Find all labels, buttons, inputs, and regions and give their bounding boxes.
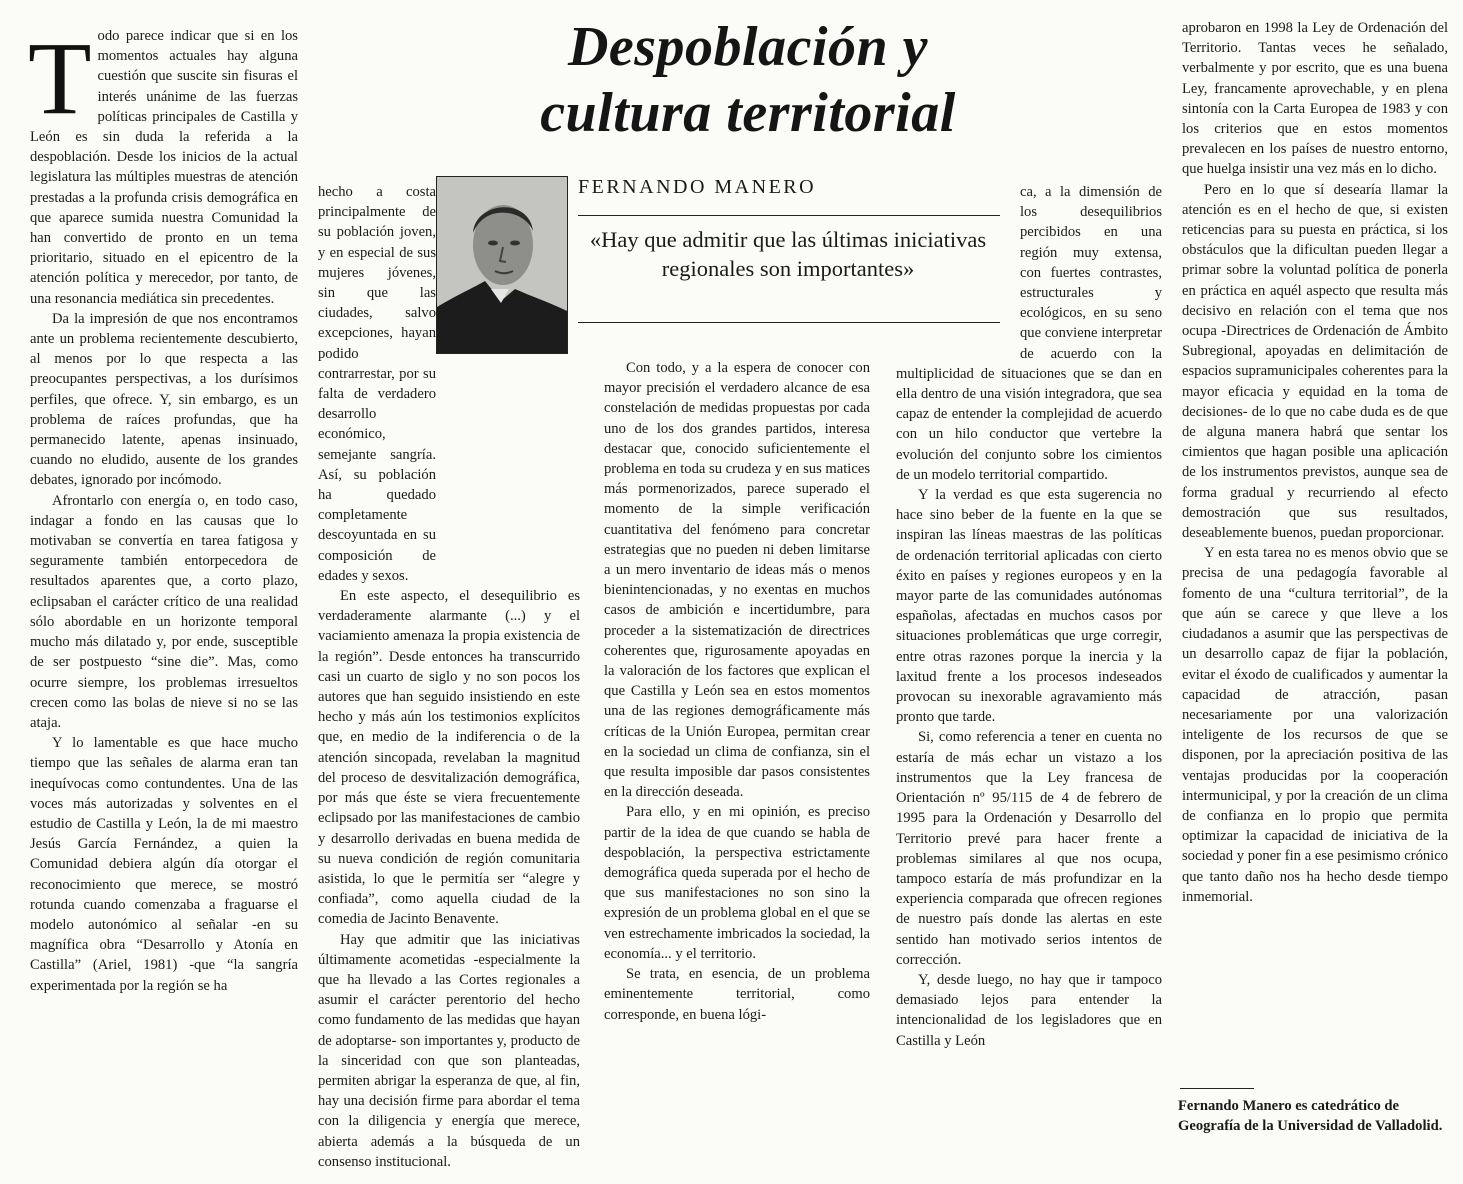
paragraph: Si, como referencia a tener en cuenta no estaría de más echar un vistazo a los instrumentos que la Ley francesa de Orientación nº 95/115 de 4 de febrero de 1995 para la Ordenación y Desarrollo del Territorio prevé para hacer frente a problemas similares al que nos ocupa, tampoco estaría de más profundizar en la experiencia comparada que ofrecen regiones de nuestro país donde las alertas en este sentido han motivado serios intentos de corrección. [896,729,1162,968]
paragraph: Y en esta tarea no es menos obvio que se precisa de una pedagogía favorable al fomento de una “cultura territorial”, de la que aún se carece y que lleve a los ciudadanos a asumir que las perspectivas de un desarrollo capaz de fijar la población, evitar el éxodo de cualificados y aumentar la capacidad de atracción, pasan necesariamente por una valorización inteligente de los recursos de que se disponen, por la apreciación positiva de las ventajas producidas por la cooperación intermunicipal, y por la creación de un clima de confianza en lo propio que permita optimizar la capacidad de iniciativa de la sociedad y poner fin a ese pesimismo crónico que tanto daño nos ha hecho desde tiempo inmemorial. [1182,545,1448,905]
paragraph: Se trata, en esencia, de un problema eminentemente territorial, como corresponde, en buena lógi- [604,966,870,1023]
paragraph: ca, a la dimensión de los desequilibrios percibidos en una región muy extensa, con fuertes contrastes, estructurales y ecológicos, en su seno que conviene interpretar de acuerdo con la multiplicidad de situaciones que se dan en ella dentro de una visión integradora, que sea capaz de entender la complejidad de acuerdo con un hilo conductor que vertebre la evolución del conjunto sobre los cimientos de un modelo territorial compartido. [896,184,1162,483]
paragraph: Y lo lamentable es que hace mucho tiempo que las señales de alarma eran tan inequívocas como contundentes. Una de las voces más autorizadas y solventes en el estudio de Castilla y León, la de mi maestro Jesús García Fernández, a quien la Comunidad debiera algún día otorgar el reconocimiento que merece, se mostró rotunda cuando comenzaba a fraguarse el modelo autonómico al señalar -en su magnífica obra “Desarrollo y Atonía en Castilla” (Ariel, 1981) -que “la sangría experimentada por la región se ha [30,735,298,994]
paragraph: Hay que admitir que las iniciativas últimamente acometidas -especialmente la que ha llevado a las Cortes regionales a asumir el carácter perentorio del hecho como fundamento de las medidas que hayan de adoptarse- son importantes y, producto de la sinceridad con que son planteadas, permiten abrigar la esperanza de que, al fin, hay una decisión firme para abordar el tema con la diligencia y energía que merece, abierta además a la búsqueda de un consenso institucional. [318,931,580,1170]
paragraph: Y, desde luego, no hay que ir tampoco demasiado lejos para entender la intencionalidad de los legisladores que en Castilla y León [896,971,1162,1049]
paragraph: Da la impresión de que nos encontramos ante un problema recientemente descubierto, al menos por lo que respecta a las preocupantes perspectivas, a los durísimos perfiles, que ofrece. Y, sin embargo, es un problema de raíces profundas, que ha permanecido latente, apenas insinuado, cuando no eludido, ausente de los grandes debates, ignorado por incómodo. [30,310,298,489]
author-bio: Fernando Manero es catedrático de Geografía de la Universidad de Valladolid. [1178,1098,1443,1135]
pull-quote: «Hay que admitir que las últimas iniciativas regionales son importantes» [589,227,987,281]
article-column-1 [28,21,298,996]
layout-spacer [896,182,1020,358]
article-column-5 [1182,18,1448,907]
article-headline [468,14,1028,146]
headline-line-1: Despoblación y [567,16,929,78]
paragraph: hecho a costa principalmente de su población joven, y en especial de sus mujeres jóvenes, sin que las ciudades, salvo excepciones, hayan podido contrarrestar, por su falta de verdadero desarrollo económico, semejante sangría. Así, su población ha quedado completamente descoyuntada en su composición de edades y sexos. [318,184,436,584]
bio-rule [1180,1088,1254,1089]
headline-line-2: cultura territorial [540,82,956,144]
paragraph [28,21,298,309]
paragraph: aprobaron en 1998 la Ley de Ordenación del Territorio. Tantas veces he señalado, verbalmente y por escrito, que es una buena Ley, francamente aprovechable, y en plena sintonía con la Carta Europea de 1983 y con los criterios que en estos momentos prevalecen en los países de nuestro entorno, que huelga insistir una vez más en lo dicho. [1182,20,1448,178]
paragraph: Pero en lo que sí desearía llamar la atención es en el hecho de que, si existen reticencias para su puesta en práctica, si los obstáculos que la dificultan pueden llegar a primar sobre la voluntad política de ponerla en práctica en aquél aspecto que resulta más decisivo en relación con el tema que nos ocupa -Directrices de Ordenación de Ámbito Subregional, apoyadas en delimitación de espacios supramunicipales coherentes para la mayor eficacia y equidad en la toma de decisiones- de lo que no cabe duda es de que de alguna manera habrá que sentar los cimientos que hagan posible una aplicación de los instrumentos previstos, aunque sea de forma gradual y recurriendo al efecto demostración que sus resultados, deseablemente buenos, puedan proporcionar. [1182,181,1448,542]
paragraph-text: odo parece indicar que si en los momentos actuales hay alguna cuestión que suscite sin fisuras el interés unánime de las fuerzas políticas principales de Castilla y León es sin duda la referida a la despoblación. Desde los inicios de la actual legislatura las múltiples muestras de atención prestadas a la profunda crisis demográfica en que aparece sumida nuestra Comunidad la han convertido de pronto en un tema prioritario, situado en el epicentro de la atención política y merecedor, por tanto, de una resonancia mediática sin precedentes. [30,28,298,307]
drop-cap: T [28,21,92,136]
article-column-4 [896,182,1162,1051]
author-byline: FERNANDO MANERO [578,176,817,198]
paragraph: Y la verdad es que esta sugerencia no hace sino beber de la fuente en la que se inspiran las líneas maestras de las políticas de ordenación territorial aplicadas con cierto éxito en países y regiones europeos y en la mayor parte de las comunidades autónomas españolas, afectadas en muchos casos por situaciones problemáticas que urge corregir, entre otras razones porque la inercia y la laxitud frente a los procesos indeseados provocan su inexorable agravamiento más pronto que tarde. [896,487,1162,726]
article-column-2 [318,182,580,1172]
paragraph: Con todo, y a la espera de conocer con mayor precisión el verdadero alcance de esa constelación de medidas propuestas por cada uno de los dos grandes partidos, interesa destacar que, conocido suficientemente el problema en toda su crudeza y en sus matices más pormenorizados, parece superado el momento de la simple verificación cuantitativa del fenómeno para concretar estrategias que no pueden ni deben limitarse a un mero inventario de ideas más o menos bienintencionadas, y no exentas en muchos casos de ambición e incertidumbre, para proceder a la sistematización de directrices coherentes que, rigurosamente apoyadas en la valoración de los factores que explican el que Castilla y León sea en estos momentos una de las regiones demográficamente más críticas de la Unión Europea, permitan crear en la sociedad un clima de confianza, sin el que resulta imposible dar pasos consistentes en la dirección deseada. [604,360,870,801]
paragraph: En este aspecto, el desequilibrio es verdaderamente alarmante (...) y el vaciamiento amenaza la propia existencia de la región”. Desde entonces ha transcurrido casi un cuarto de siglo y no son pocos los autores que han seguido insistiendo en este hecho y más aún los testimonios explícitos que, en medio de la indiferencia o de la atención sincopada, revelaban la magnitud del proceso de desvitalización demográfica, por más que éste se viera frecuentemente eclipsado por las manifestaciones de cambio y desarrollo derivadas en buena medida de su nueva condición de región comunitaria asistida, lo que le permitía ser “alegre y confiada”, como aquella ciudad de la comedia de Jacinto Benavente. [318,588,580,928]
paragraph: Para ello, y en mi opinión, es preciso partir de la idea de que cuando se habla de despoblación, la perspectiva estrictamente demográfica queda superada por el hecho de que sus manifestaciones no son sino la expresión de un problema global en el que se ven estrechamente imbricados la sociedad, la economía... y el territorio. [604,804,870,962]
article-column-3 [604,358,870,1025]
paragraph: Afrontarlo con energía o, en todo caso, indagar a fondo en las causas que lo motivaban se convertía en tarea fatigosa y seguramente también entorpecedora de resultados aparentes que, a corto plazo, eclipsaban el carácter crítico de una realidad sólo abordable en un horizonte temporal mucho más dilatado y, por ende, susceptible de ser postpuesto “sine die”. Mas, como ocurre siempre, los problemas irresueltos crecen como las bolas de nieve si no se las ataja. [30,492,298,731]
